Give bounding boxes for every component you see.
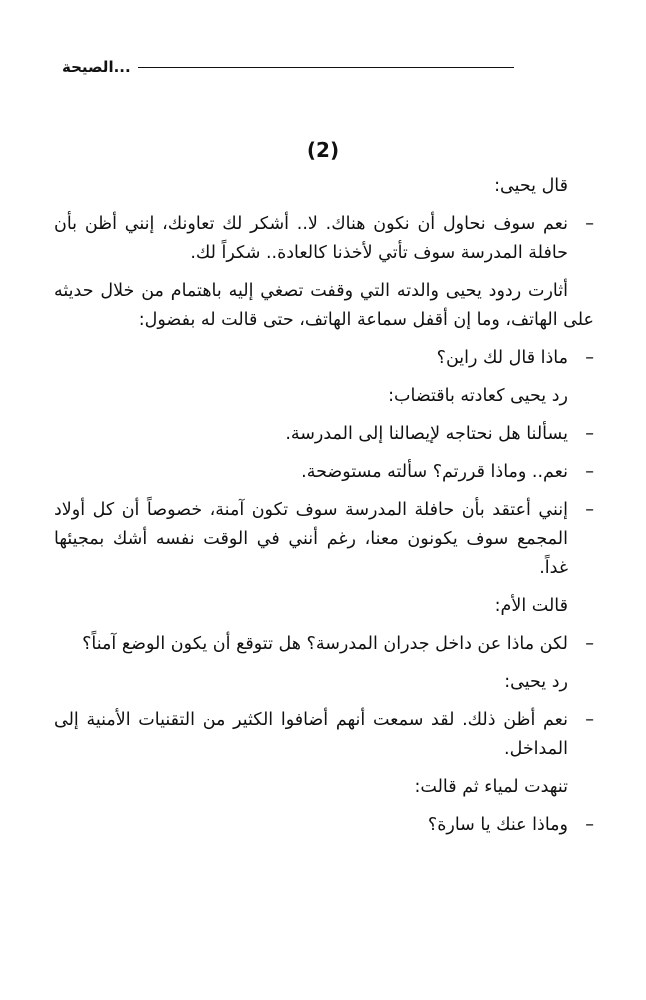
dialogue-dash: –	[585, 710, 594, 730]
dialogue-line: –نعم أظن ذلك. لقد سمعت أنهم أضافوا الكثير من التقنيات الأمنية إلى المداخل.	[54, 706, 594, 764]
dialogue-line: –وماذا عنك يا سارة؟	[54, 811, 594, 840]
dialogue-dash: –	[585, 815, 594, 835]
dialogue-dash: –	[585, 348, 594, 368]
chapter-number: (2)	[306, 138, 340, 162]
narration-paragraph: أثارت ردود يحيى والدته التي وقفت تصغي إليه باهتمام من خلال حديثه على الهاتف، وما إن أقفل سماعة الهاتف، حتى قالت له بفضول:	[54, 281, 594, 330]
dialogue-line: –يسألنا هل نحتاجه لإيصالنا إلى المدرسة.	[54, 420, 594, 449]
page-body	[54, 172, 594, 849]
header-rule	[138, 67, 514, 68]
dialogue-line: –ماذا قال لك راين؟	[54, 344, 594, 373]
dialogue-dash: –	[585, 214, 594, 234]
dialogue-dash: –	[585, 462, 594, 482]
dialogue-line: –نعم سوف نحاول أن نكون هناك. لا.. أشكر لك تعاونك، إنني أظن بأن حافلة المدرسة سوف تأتي لأخذنا كالعادة.. شكراً لك.	[54, 210, 594, 268]
dialogue-line: –نعم.. وماذا قررتم؟ سألته مستوضحة.	[54, 458, 594, 487]
narration-line: رد يحيى:	[504, 672, 568, 692]
narration-line: قال يحيى:	[494, 176, 568, 196]
dialogue-dash: –	[585, 634, 594, 654]
dialogue-dash: –	[585, 424, 594, 444]
dialogue-dash: –	[585, 500, 594, 520]
header-title: الصيحة...	[62, 58, 131, 76]
narration-line: تنهدت لمياء ثم قالت:	[414, 777, 568, 797]
dialogue-line: –إنني أعتقد بأن حافلة المدرسة سوف تكون آمنة، خصوصاً أن كل أولاد المجمع سوف يكونون معنا، رغم أنني في الوقت نفسه أشك بمجيئها غداً.	[54, 496, 594, 583]
narration-line: قالت الأم:	[494, 596, 568, 616]
narration-line: رد يحيى كعادته باقتضاب:	[388, 386, 568, 406]
dialogue-line: –لكن ماذا عن داخل جدران المدرسة؟ هل تتوقع أن يكون الوضع آمناً؟	[54, 630, 594, 659]
running-header	[62, 58, 514, 82]
